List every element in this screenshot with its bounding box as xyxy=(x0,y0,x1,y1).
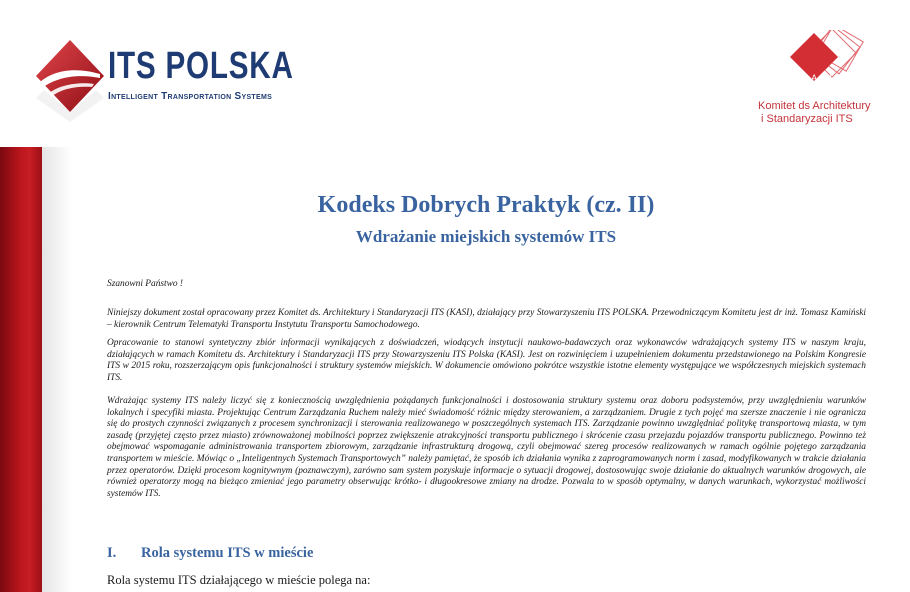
paragraph-3: Wdrażając systemy ITS należy liczyć się z koniecznością uwzględnienia pożądanych funkcjonalności i dostosowania struktury systemu oraz doboru podsystemów, przy uwzględnieniu warunków lokalnych i specyfiki miasta. Projektując Centrum Zarządzania Ruchem należy mieć świadomość różnic między sterowaniem, a zarządzaniem. Drugie z tych pojęć ma szersze znaczenie i nie ogranicza się do prostych czynności związanych z procesem synchronizacji i sterowania realizowanego w poszczególnych systemach ITS. Zarządzanie powinno uwzględniać politykę transportową miasta, w tym zasadę (przyjętej często przez miasto) zrównoważonej mobilności poprzez zwiększenie atrakcyjności transportu publicznego i skrócenie czasu przejazdu pojazdów transportu publicznego. Powinno też obejmować wspomaganie administrowania transportem zbiorowym, zarządzanie infrastrukturą drogową, czyli obejmować szereg procesów realizowanych w ramach ogólnie pojętego zarządzania transportem w mieście. Mówiąc o „Inteligentnych Systemach Transportowych” należy pamiętać, że sposób ich działania wynika z zaprogramowanych norm i zasad, modyfikowanych w trakcie działania przez operatorów. Dzięki procesom kognitywnym (poznawczym), zarówno sam system pozyskuje informacje o sytuacji drogowej, dostosowując swoje działanie do aktualnych warunków drogowych, ale również operatorzy mogą na bieżąco zmieniać jego parametry obserwując krótko- i długookresowe zmiany na drodze. Pozwala to w sposób optymalny, w danych warunkach, wykorzystać możliwości systemów ITS. xyxy=(107,396,866,499)
its-polska-logo xyxy=(34,36,294,126)
kasi-text-line1: Komitet ds Architektury xyxy=(758,100,871,112)
document-subtitle: Wdrażanie miejskich systemów ITS xyxy=(355,227,617,246)
kasi-logo xyxy=(755,30,895,130)
kasi-text-line2: i Standaryzacji ITS xyxy=(761,113,853,125)
band-shadow xyxy=(42,147,72,592)
paragraph-2: Opracowanie to stanowi syntetyczny zbiór informacji wynikających z doświadczeń, wiodących instytucji naukowo-badawczych oraz wykonawców wdrażających systemy ITS w naszym kraju, działających w ramach Komitetu ds. Architektury i Standaryzacji ITS przy Stowarzyszeniu ITS Polska (KASI). Jest on rozwinięciem i uzupełnieniem dokumentu przedstawionego na Polskim Kongresie ITS w 2015 roku, rozszerzającym opis funkcjonalności i struktury systemów miejskich. W dokumencie omówiono pokrótce wszystkie istotne elementy występujące we współczesnych miejskich systemach ITS. xyxy=(107,338,866,383)
section-title: Rola systemu ITS w mieście xyxy=(141,545,314,561)
greeting: Szanowni Państwo ! xyxy=(107,279,184,289)
its-diamond-icon xyxy=(34,38,106,122)
its-logo-subtitle: Intelligent Transportation Systems xyxy=(108,91,273,102)
left-red-band xyxy=(0,147,42,592)
its-logo-title: ITS POLSKA xyxy=(108,45,294,87)
section-lead: Rola systemu ITS działającego w mieście polega na: xyxy=(107,573,371,587)
paragraph-1: Niniejszy dokument został opracowany przez Komitet ds. Architektury i Standaryzacji ITS (KASI), działający przy Stowarzyszeniu ITS POLSKA. Przewodniczącym Komitetu jest dr inż. Tomasz Kamiński – kierownik Centrum Telematyki Transportu Instytutu Transportu Samochodowego. xyxy=(107,308,866,330)
section-number: I. xyxy=(107,545,117,561)
kasi-label: K.A.S.I. xyxy=(802,73,835,83)
kasi-text xyxy=(758,100,871,126)
document-title: Kodeks Dobrych Praktyk (cz. II) xyxy=(317,192,655,218)
section-heading xyxy=(107,545,313,562)
kasi-diamond-icon xyxy=(755,30,895,100)
